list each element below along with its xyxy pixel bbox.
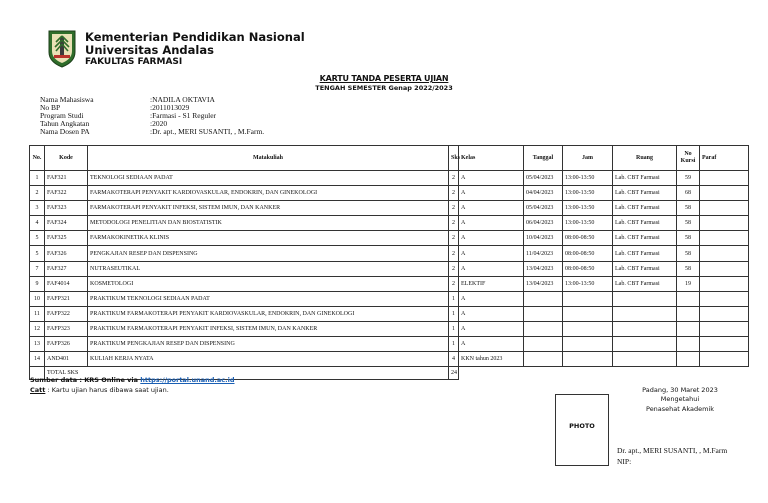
total-blank xyxy=(459,367,749,380)
cell-paraf xyxy=(700,337,749,352)
cell-sks: 4 xyxy=(449,352,459,367)
note xyxy=(30,386,169,394)
total-label: TOTAL SKS xyxy=(45,367,449,380)
cell-tanggal: 13/04/2023 xyxy=(524,261,563,276)
cell-kursi: 58 xyxy=(677,201,700,216)
source-link[interactable]: https://portal.unand.ac.id xyxy=(140,376,235,384)
cell-paraf xyxy=(700,246,749,261)
info-value: :Dr. apt., MERI SUSANTI, , M.Farm. xyxy=(150,127,265,136)
cell-ruang: Lab. CBT Farmasi xyxy=(613,171,677,186)
cell-ruang: Lab. CBT Farmasi xyxy=(613,201,677,216)
cell-kursi xyxy=(677,337,700,352)
cell-tanggal: 05/04/2023 xyxy=(524,201,563,216)
cell-paraf xyxy=(700,306,749,321)
cell-ruang: Lab. CBT Farmasi xyxy=(613,276,677,291)
cell-tanggal: 10/04/2023 xyxy=(524,231,563,246)
cell-sks: 2 xyxy=(449,171,459,186)
cell-tanggal: 11/04/2023 xyxy=(524,246,563,261)
cell-mk: FARMAKOTERAPI PENYAKIT INFEKSI, SISTEM IMUN, DAN KANKER xyxy=(88,201,449,216)
cell-ruang xyxy=(613,306,677,321)
col-header-no: No. xyxy=(30,146,45,171)
col-header-ruang: Ruang xyxy=(613,146,677,171)
cell-no: 5 xyxy=(30,246,45,261)
cell-kelas: A xyxy=(459,231,524,246)
cell-no: 1 xyxy=(30,171,45,186)
cell-paraf xyxy=(700,216,749,231)
card-title: KARTU TANDA PESERTA UJIAN xyxy=(319,74,449,83)
cell-jam xyxy=(563,321,613,336)
cell-tanggal: 05/04/2023 xyxy=(524,171,563,186)
col-header-sks: Sks xyxy=(449,146,459,171)
cell-mk: KULIAH KERJA NYATA xyxy=(88,352,449,367)
info-label: Program Studi xyxy=(40,111,84,120)
cell-kode: FAFP322 xyxy=(45,306,88,321)
table-row xyxy=(30,246,749,261)
sign-role: Penasehat Akademik xyxy=(646,405,714,413)
col-header-jam: Jam xyxy=(563,146,613,171)
cell-kursi xyxy=(677,306,700,321)
cell-jam: 13:00-13:50 xyxy=(563,216,613,231)
info-label: Nama Dosen PA xyxy=(40,127,90,136)
info-value: :Farmasi - S1 Reguler xyxy=(150,111,217,120)
source-label: Sumber data : KRS Online via xyxy=(30,376,141,384)
cell-paraf xyxy=(700,352,749,367)
advisor-nip: NIP: xyxy=(617,457,632,466)
cell-mk: PRAKTIKUM FARMAKOTERAPI PENYAKIT INFEKSI, SISTEM IMUN, DAN KANKER xyxy=(88,321,449,336)
cell-ruang xyxy=(613,337,677,352)
cell-no: 5 xyxy=(30,231,45,246)
cell-kelas: A xyxy=(459,216,524,231)
cell-no: 10 xyxy=(30,291,45,306)
sign-date: Padang, 30 Maret 2023 xyxy=(642,386,718,394)
cell-sks: 2 xyxy=(449,201,459,216)
table-row xyxy=(30,231,749,246)
cell-no: 4 xyxy=(30,216,45,231)
cell-no: 2 xyxy=(30,186,45,201)
cell-paraf xyxy=(700,261,749,276)
advisor-name: Dr. apt., MERI SUSANTI, , M.Farm xyxy=(617,446,728,455)
col-header-kode: Kode xyxy=(45,146,88,171)
info-label: Tahun Angkatan xyxy=(40,119,90,128)
cell-kode: FAFP323 xyxy=(45,321,88,336)
cell-no: 13 xyxy=(30,337,45,352)
cell-ruang: Lab. CBT Farmasi xyxy=(613,261,677,276)
cell-mk: NUTRASEUTIKAL xyxy=(88,261,449,276)
cell-mk: KOSMETOLOGI xyxy=(88,276,449,291)
cell-kursi xyxy=(677,291,700,306)
cell-jam: 13:00-13:50 xyxy=(563,201,613,216)
cell-tanggal xyxy=(524,352,563,367)
cell-ruang xyxy=(613,352,677,367)
cell-kelas: A xyxy=(459,186,524,201)
col-header-no-kursi xyxy=(677,146,700,171)
cell-kursi xyxy=(677,352,700,367)
university-name: Universitas Andalas xyxy=(85,43,214,57)
cell-mk: FARMAKOTERAPI PENYAKIT KARDIOVASKULAR, ENDOKRIN, DAN GINEKOLOGI xyxy=(88,186,449,201)
no-kursi-line2: Kursi xyxy=(680,158,696,164)
cell-no: 12 xyxy=(30,321,45,336)
info-value: :NADILA OKTAVIA xyxy=(150,95,215,104)
cell-jam xyxy=(563,352,613,367)
cell-paraf xyxy=(700,291,749,306)
cell-kode: FAF325 xyxy=(45,231,88,246)
cell-kelas: A xyxy=(459,337,524,352)
cell-mk: PRAKTIKUM TEKNOLOGI SEDIAAN PADAT xyxy=(88,291,449,306)
table-header-row xyxy=(30,146,749,171)
info-label: Nama Mahasiswa xyxy=(40,95,94,104)
cell-kelas: A xyxy=(459,291,524,306)
cell-kelas: ELEKTIF xyxy=(459,276,524,291)
cell-jam: 08:00-08:50 xyxy=(563,261,613,276)
cell-kode: FAF322 xyxy=(45,186,88,201)
cell-kursi: 58 xyxy=(677,231,700,246)
info-label: No BP xyxy=(40,103,61,112)
cell-kursi: 19 xyxy=(677,276,700,291)
cell-sks: 2 xyxy=(449,216,459,231)
cell-mk: PRAKTIKUM FARMAKOTERAPI PENYAKIT KARDIOVASKULAR, ENDOKRIN, DAN GINEKOLOGI xyxy=(88,306,449,321)
faculty-name: FAKULTAS FARMASI xyxy=(85,57,183,67)
cell-kursi: 68 xyxy=(677,186,700,201)
cell-kelas: KKN tahun 2023 xyxy=(459,352,524,367)
cell-jam: 13:00-13:50 xyxy=(563,171,613,186)
cell-jam xyxy=(563,291,613,306)
cell-kelas: A xyxy=(459,171,524,186)
cell-ruang xyxy=(613,291,677,306)
cell-sks: 2 xyxy=(449,231,459,246)
cell-sks: 2 xyxy=(449,261,459,276)
cell-sks: 1 xyxy=(449,291,459,306)
cell-kode: FAF327 xyxy=(45,261,88,276)
cell-ruang: Lab. CBT Farmasi xyxy=(613,216,677,231)
cell-no: 14 xyxy=(30,352,45,367)
cell-kelas: A xyxy=(459,201,524,216)
cell-tanggal: 06/04/2023 xyxy=(524,216,563,231)
cell-sks: 2 xyxy=(449,186,459,201)
photo-box xyxy=(555,394,609,466)
cell-tanggal xyxy=(524,337,563,352)
table-row xyxy=(30,261,749,276)
cell-kode: FAF4014 xyxy=(45,276,88,291)
cell-jam: 13:00-13:50 xyxy=(563,276,613,291)
cell-mk: PENGKAJIAN RESEP DAN DISPENSING xyxy=(88,246,449,261)
course-table-body xyxy=(30,171,749,367)
course-table xyxy=(29,145,749,380)
note-text: : Kartu ujian harus dibawa saat ujian. xyxy=(45,386,169,394)
cell-ruang: Lab. CBT Farmasi xyxy=(613,231,677,246)
info-value: :2011013029 xyxy=(150,103,190,112)
table-row xyxy=(30,337,749,352)
cell-ruang: Lab. CBT Farmasi xyxy=(613,246,677,261)
table-row xyxy=(30,171,749,186)
cell-paraf xyxy=(700,201,749,216)
cell-tanggal xyxy=(524,321,563,336)
cell-kode: FAF324 xyxy=(45,216,88,231)
cell-mk: FARMAKOKINETIKA KLINIS xyxy=(88,231,449,246)
cell-mk: PRAKTIKUM PENGKAJIAN RESEP DAN DISPENSING xyxy=(88,337,449,352)
cell-kode: AND401 xyxy=(45,352,88,367)
table-row xyxy=(30,321,749,336)
table-row xyxy=(30,352,749,367)
cell-sks: 2 xyxy=(449,246,459,261)
cell-ruang: Lab. CBT Farmasi xyxy=(613,186,677,201)
university-logo xyxy=(46,28,78,68)
cell-kelas: A xyxy=(459,246,524,261)
cell-jam: 08:00-08:50 xyxy=(563,231,613,246)
cell-kursi: 58 xyxy=(677,261,700,276)
cell-kode: FAFP321 xyxy=(45,291,88,306)
cell-kelas: A xyxy=(459,261,524,276)
cell-no: 11 xyxy=(30,306,45,321)
cell-kursi: 58 xyxy=(677,216,700,231)
sign-acknowledge: Mengetahui xyxy=(660,395,700,403)
cell-jam: 08:00-08:50 xyxy=(563,246,613,261)
col-header-matakuliah: Matakuliah xyxy=(88,146,449,171)
cell-tanggal xyxy=(524,306,563,321)
source-note xyxy=(30,376,235,384)
cell-jam xyxy=(563,337,613,352)
cell-no: 3 xyxy=(30,201,45,216)
cell-kode: FAFP326 xyxy=(45,337,88,352)
cell-jam xyxy=(563,306,613,321)
col-header-paraf: Paraf xyxy=(700,146,749,171)
cell-kode: FAF321 xyxy=(45,171,88,186)
cell-kelas: A xyxy=(459,306,524,321)
cell-kode: FAF326 xyxy=(45,246,88,261)
cell-tanggal: 04/04/2023 xyxy=(524,186,563,201)
cell-kode: FAF323 xyxy=(45,201,88,216)
cell-ruang xyxy=(613,321,677,336)
no-kursi-line1: No xyxy=(684,151,692,157)
student-info xyxy=(40,96,264,136)
card-subtitle: TENGAH SEMESTER Genap 2022/2023 xyxy=(315,84,453,92)
table-row xyxy=(30,201,749,216)
cell-paraf xyxy=(700,231,749,246)
total-sks: 24 xyxy=(449,367,459,380)
note-label: Catt xyxy=(30,386,46,394)
cell-mk: TEKNOLOGI SEDIAAN PADAT xyxy=(88,171,449,186)
cell-sks: 2 xyxy=(449,276,459,291)
cell-paraf xyxy=(700,276,749,291)
cell-mk: METODOLOGI PENELITIAN DAN BIOSTATISTIK xyxy=(88,216,449,231)
photo-label: PHOTO xyxy=(569,422,595,430)
cell-kursi: 59 xyxy=(677,171,700,186)
cell-paraf xyxy=(700,186,749,201)
cell-jam: 13:00-13:50 xyxy=(563,186,613,201)
info-value: :2020 xyxy=(150,119,168,128)
cell-sks: 1 xyxy=(449,321,459,336)
col-header-kelas: Kelas xyxy=(459,146,524,171)
cell-kursi xyxy=(677,321,700,336)
table-row xyxy=(30,291,749,306)
cell-tanggal: 13/04/2023 xyxy=(524,276,563,291)
table-row xyxy=(30,186,749,201)
cell-no: 7 xyxy=(30,261,45,276)
cell-sks: 1 xyxy=(449,306,459,321)
ministry-name: Kementerian Pendidikan Nasional xyxy=(85,30,305,44)
student-info-row xyxy=(40,128,264,136)
cell-kursi: 58 xyxy=(677,246,700,261)
cell-no: 9 xyxy=(30,276,45,291)
cell-paraf xyxy=(700,171,749,186)
cell-paraf xyxy=(700,321,749,336)
cell-sks: 1 xyxy=(449,337,459,352)
table-row xyxy=(30,216,749,231)
table-row xyxy=(30,276,749,291)
table-row xyxy=(30,306,749,321)
col-header-tanggal: Tanggal xyxy=(524,146,563,171)
cell-kelas: A xyxy=(459,321,524,336)
cell-tanggal xyxy=(524,291,563,306)
